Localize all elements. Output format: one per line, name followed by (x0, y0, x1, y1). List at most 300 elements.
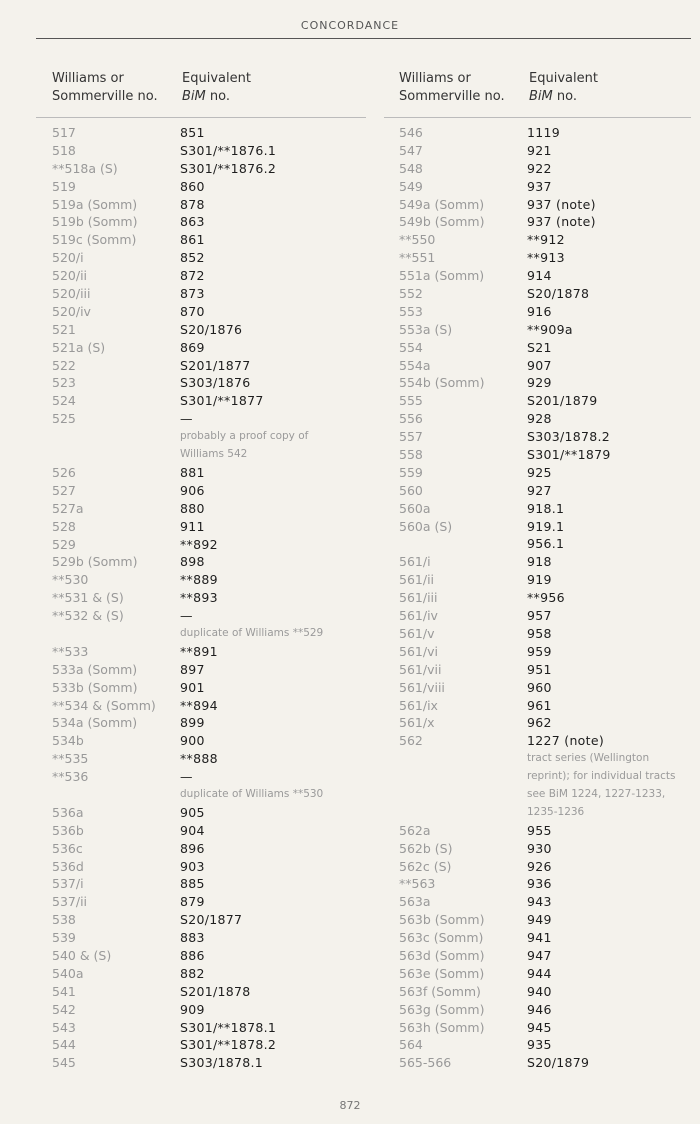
table-row (52, 267, 374, 285)
williams-number: 528 (52, 518, 76, 534)
bim-number: 896 (180, 840, 205, 856)
williams-number: 534a (Somm) (52, 715, 138, 731)
bim-number: 870 (180, 303, 205, 319)
right-header-rule (384, 117, 691, 118)
bim-header: Equivalent BiM no. (182, 71, 251, 104)
right-rows (399, 124, 691, 1072)
table-row (399, 983, 691, 1001)
bim-number: **913 (527, 250, 565, 266)
running-head: CONCORDANCE (300, 19, 400, 32)
williams-number: **535 (52, 751, 89, 767)
entry-note: tract series (Wellington (527, 752, 650, 765)
williams-number: 552 (399, 286, 423, 302)
williams-number: 561/vii (399, 661, 442, 677)
williams-number: 560a (399, 500, 431, 516)
bim-number: 958 (527, 625, 552, 641)
table-row (52, 1001, 374, 1019)
table-row (399, 213, 691, 231)
bim-number: 882 (180, 965, 205, 981)
table-row (52, 410, 374, 428)
williams-number: 523 (52, 375, 76, 391)
table-row (399, 392, 691, 410)
table-row (52, 500, 374, 518)
table-row (52, 643, 374, 661)
williams-number: 563a (399, 894, 431, 910)
williams-number: 518 (52, 142, 76, 158)
bim-number: 945 (527, 1019, 552, 1035)
table-row (399, 178, 691, 196)
table-row (52, 196, 374, 214)
williams-number: 563e (Somm) (399, 965, 485, 981)
table-row (52, 464, 374, 482)
bim-number: **889 (180, 572, 218, 588)
bim-number: S303/1876 (180, 375, 251, 391)
williams-number: 563d (Somm) (399, 948, 485, 964)
williams-number: 563f (Somm) (399, 983, 481, 999)
table-row (52, 750, 374, 768)
table-row (52, 840, 374, 858)
bim-number: 907 (527, 357, 552, 373)
table-row (399, 1001, 691, 1019)
williams-number: 540 & (S) (52, 948, 112, 964)
bim-number: 944 (527, 965, 552, 981)
table-row (399, 339, 691, 357)
williams-number: 521 (52, 321, 76, 337)
bim-number: S303/1878.2 (527, 429, 611, 445)
bim-number: 918.1 (527, 500, 565, 516)
right-column-header (399, 70, 691, 106)
entry-note: duplicate of Williams **529 (180, 626, 324, 639)
bim-number: 869 (180, 339, 205, 355)
bim-number: — (180, 608, 193, 624)
table-row (52, 160, 374, 178)
bim-number: S301/**1876.2 (180, 160, 277, 176)
bim-number: 919 (527, 572, 552, 588)
williams-number: 563h (Somm) (399, 1019, 485, 1035)
table-row (52, 589, 374, 607)
entry-note: reprint); for individual tracts (527, 770, 676, 783)
table-row (399, 661, 691, 679)
table-row (52, 482, 374, 500)
bim-number: 928 (527, 411, 552, 427)
bim-number: 941 (527, 930, 552, 946)
table-row (52, 249, 374, 267)
bim-number: 872 (180, 268, 205, 284)
table-row (52, 1019, 374, 1037)
table-row (52, 374, 374, 392)
table-row (52, 983, 374, 1001)
williams-number: 554 (399, 339, 423, 355)
bim-number: 899 (180, 715, 205, 731)
williams-number: 556 (399, 411, 423, 427)
table-row (52, 911, 374, 929)
bim-number: — (180, 769, 193, 785)
williams-number: 520/iv (52, 303, 91, 319)
williams-number: 561/vi (399, 643, 438, 659)
williams-number: 529 (52, 536, 76, 552)
williams-number: 565-566 (399, 1055, 452, 1071)
williams-number: 563b (Somm) (399, 912, 485, 928)
bim-number: 951 (527, 661, 552, 677)
williams-number: 524 (52, 393, 76, 409)
bim-number: 937 (527, 178, 552, 194)
williams-number: 563c (Somm) (399, 930, 484, 946)
bim-number: 885 (180, 876, 205, 892)
bim-number: 914 (527, 268, 552, 284)
bim-number: 897 (180, 661, 205, 677)
bim-number: 879 (180, 894, 205, 910)
williams-number: 553 (399, 303, 423, 319)
bim-number: 905 (180, 804, 205, 820)
williams-number: 558 (399, 447, 423, 463)
williams-number: 537/ii (52, 894, 88, 910)
bim-number: 926 (527, 858, 552, 874)
table-row (399, 929, 691, 947)
williams-number: 561/iv (399, 608, 438, 624)
table-row (399, 714, 691, 732)
bim-number: 903 (180, 858, 205, 874)
williams-number: 533b (Somm) (52, 679, 138, 695)
bim-number: 873 (180, 286, 205, 302)
williams-number: 561/x (399, 715, 435, 731)
williams-number: 545 (52, 1055, 76, 1071)
bim-number: 937 (note) (527, 196, 596, 212)
bim-number: **956 (527, 590, 565, 606)
bim-number: S301/**1879 (527, 447, 611, 463)
williams-number: 538 (52, 912, 76, 928)
table-row (52, 679, 374, 697)
williams-number: 562 (399, 733, 423, 749)
table-row (399, 643, 691, 661)
bim-number: 911 (180, 518, 205, 534)
table-row (52, 536, 374, 554)
table-row (52, 231, 374, 249)
williams-number: 562c (S) (399, 858, 452, 874)
bim-number: S201/1877 (180, 357, 251, 373)
entry-note: duplicate of Williams **530 (180, 788, 324, 800)
table-row (52, 124, 374, 142)
bim-number: S301/**1878.2 (180, 1037, 277, 1053)
williams-number: 527 (52, 482, 76, 498)
bim-number: 906 (180, 482, 205, 498)
williams-number: 533a (Somm) (52, 661, 138, 677)
bim-number: 927 (527, 482, 552, 498)
table-row (399, 553, 691, 571)
williams-number: 549 (399, 178, 423, 194)
bim-number: **912 (527, 232, 565, 248)
left-header-rule (36, 117, 366, 118)
table-row (399, 911, 691, 929)
table-row (399, 464, 691, 482)
williams-number: 554b (Somm) (399, 375, 485, 391)
williams-number: 549a (Somm) (399, 196, 485, 212)
williams-number: 534b (52, 733, 84, 749)
williams-number: 539 (52, 930, 76, 946)
bim-number: 937 (note) (527, 214, 596, 230)
table-row (52, 697, 374, 715)
table-row (52, 142, 374, 160)
bim-number: 878 (180, 196, 205, 212)
table-row (52, 392, 374, 410)
table-row (52, 661, 374, 679)
williams-number: **531 & (S) (52, 590, 124, 606)
williams-number: 562b (S) (399, 840, 453, 856)
williams-number: 544 (52, 1037, 76, 1053)
bim-number: 956.1 (527, 536, 565, 552)
williams-number: **533 (52, 643, 89, 659)
bim-number: S303/1878.1 (180, 1055, 264, 1071)
table-row (399, 410, 691, 428)
table-row (399, 858, 691, 876)
bim-number: 918 (527, 554, 552, 570)
williams-number: 561/i (399, 554, 431, 570)
table-row (399, 1054, 691, 1072)
williams-number: 522 (52, 357, 76, 373)
williams-number: 519a (Somm) (52, 196, 138, 212)
williams-number: 520/iii (52, 286, 91, 302)
williams-number: **530 (52, 572, 89, 588)
table-row (399, 446, 691, 464)
table-row (399, 965, 691, 983)
table-row (399, 607, 691, 625)
williams-number: **550 (399, 232, 436, 248)
williams-number: 557 (399, 429, 423, 445)
bim-number: **892 (180, 536, 218, 552)
williams-number: 562a (399, 822, 431, 838)
williams-number: 521a (S) (52, 339, 106, 355)
entry-note: see BiM 1224, 1227-1233, (527, 787, 666, 800)
table-row (52, 929, 374, 947)
table-row (52, 875, 374, 893)
williams-number: 536b (52, 822, 84, 838)
table-row (52, 822, 374, 840)
williams-number: 543 (52, 1019, 76, 1035)
table-row (52, 965, 374, 983)
williams-number: 525 (52, 411, 76, 427)
williams-number: 555 (399, 393, 423, 409)
williams-number: 549b (Somm) (399, 214, 485, 230)
bim-number: 863 (180, 214, 205, 230)
bim-number: 852 (180, 250, 205, 266)
williams-number: 527a (52, 500, 84, 516)
table-row (399, 124, 691, 142)
bim-number: 921 (527, 142, 552, 158)
table-row (399, 196, 691, 214)
bim-number: 922 (527, 160, 552, 176)
bim-number: S301/**1878.1 (180, 1019, 277, 1035)
bim-number: — (180, 411, 193, 427)
table-row (399, 875, 691, 893)
entry-note: probably a proof copy of (180, 430, 309, 443)
williams-number: 548 (399, 160, 423, 176)
table-row (399, 357, 691, 375)
williams-number: 561/ii (399, 572, 435, 588)
table-row (399, 267, 691, 285)
bim-number: **891 (180, 643, 218, 659)
bim-number: 880 (180, 500, 205, 516)
williams-number: **518a (S) (52, 160, 118, 176)
table-row (52, 553, 374, 571)
bim-number: 936 (527, 876, 552, 892)
williams-header: Williams or Sommerville no. (52, 71, 158, 104)
williams-number: 551a (Somm) (399, 268, 485, 284)
table-row (399, 535, 691, 553)
williams-number: 526 (52, 464, 76, 480)
table-row (52, 303, 374, 321)
table-row (399, 231, 691, 249)
williams-number: 561/ix (399, 697, 438, 713)
williams-number: 554a (399, 357, 431, 373)
williams-number: 540a (52, 965, 84, 981)
left-rows (52, 124, 374, 1072)
table-row (399, 1019, 691, 1037)
williams-number: 563g (Somm) (399, 1001, 485, 1017)
table-row (52, 732, 374, 750)
bim-number: 881 (180, 464, 205, 480)
bim-number: 935 (527, 1037, 552, 1053)
table-row (52, 768, 374, 786)
table-row (52, 858, 374, 876)
page-number: 872 (339, 1099, 361, 1112)
bim-number: 940 (527, 983, 552, 999)
table-row (399, 589, 691, 607)
williams-number: 564 (399, 1037, 423, 1053)
table-row (52, 571, 374, 589)
left-column-header (52, 70, 374, 106)
bim-number: **888 (180, 751, 218, 767)
bim-number: **894 (180, 697, 218, 713)
bim-number: 930 (527, 840, 552, 856)
williams-number: 560 (399, 482, 423, 498)
williams-number: 520/ii (52, 268, 88, 284)
williams-number: **536 (52, 769, 89, 785)
bim-number: 883 (180, 930, 205, 946)
bim-number: 943 (527, 894, 552, 910)
header-rule (36, 38, 691, 39)
table-row (399, 1036, 691, 1054)
bim-number: 925 (527, 464, 552, 480)
williams-number: **551 (399, 250, 436, 266)
table-row (399, 374, 691, 392)
table-row (399, 249, 691, 267)
table-row (52, 893, 374, 911)
williams-number: 553a (S) (399, 321, 453, 337)
bim-number: S201/1878 (180, 983, 251, 999)
williams-number: 536a (52, 804, 84, 820)
williams-number: 536d (52, 858, 84, 874)
table-row (399, 947, 691, 965)
williams-number: **532 & (S) (52, 608, 124, 624)
bim-number: 904 (180, 822, 205, 838)
table-row (52, 804, 374, 822)
bim-number: S20/1879 (527, 1055, 590, 1071)
bim-number: 947 (527, 948, 552, 964)
bim-number: S301/**1877 (180, 393, 264, 409)
bim-number: 898 (180, 554, 205, 570)
bim-number: S20/1877 (180, 912, 243, 928)
table-row (399, 625, 691, 643)
table-row (52, 213, 374, 231)
bim-header: Equivalent BiM no. (529, 71, 598, 104)
bim-number: **893 (180, 590, 218, 606)
bim-number: 959 (527, 643, 552, 659)
table-row (52, 607, 374, 625)
bim-number: 861 (180, 232, 205, 248)
table-row (52, 714, 374, 732)
bim-number: 1227 (note) (527, 733, 604, 749)
williams-number: 559 (399, 464, 423, 480)
bim-number: 900 (180, 733, 205, 749)
table-row (399, 679, 691, 697)
table-row (399, 321, 691, 339)
bim-number: 957 (527, 608, 552, 624)
bim-number: 919.1 (527, 518, 565, 534)
table-row (399, 428, 691, 446)
bim-number: 886 (180, 948, 205, 964)
table-row (52, 178, 374, 196)
williams-number: **534 & (Somm) (52, 697, 156, 713)
table-row (399, 697, 691, 715)
table-row (52, 1054, 374, 1072)
bim-number: 916 (527, 303, 552, 319)
williams-number: 529b (Somm) (52, 554, 138, 570)
table-row (399, 571, 691, 589)
williams-number: 519c (Somm) (52, 232, 137, 248)
bim-number: 960 (527, 679, 552, 695)
table-row (399, 142, 691, 160)
bim-number: 929 (527, 375, 552, 391)
table-row (399, 285, 691, 303)
table-row (52, 357, 374, 375)
bim-number: 962 (527, 715, 552, 731)
williams-number: 542 (52, 1001, 76, 1017)
table-row (52, 321, 374, 339)
table-row (52, 518, 374, 536)
table-row (399, 732, 691, 750)
entry-note: 1235-1236 (527, 805, 585, 818)
bim-number: S20/1878 (527, 286, 590, 302)
table-row (399, 518, 691, 536)
table-row (52, 285, 374, 303)
table-row (52, 339, 374, 357)
table-row (399, 500, 691, 518)
table-row (399, 303, 691, 321)
williams-number: 519 (52, 178, 76, 194)
bim-number: 961 (527, 697, 552, 713)
williams-number: 520/i (52, 250, 84, 266)
table-row (399, 482, 691, 500)
bim-number: 955 (527, 822, 552, 838)
williams-number: 560a (S) (399, 518, 453, 534)
left-column (52, 70, 374, 1072)
bim-number: 1119 (527, 125, 561, 140)
williams-number: 541 (52, 983, 76, 999)
williams-number: 537/i (52, 876, 84, 892)
bim-number: S21 (527, 339, 552, 355)
williams-number: 561/v (399, 625, 435, 641)
bim-number: S201/1879 (527, 393, 598, 409)
right-column (399, 70, 691, 1072)
bim-number: 901 (180, 679, 205, 695)
bim-number: 909 (180, 1001, 205, 1017)
table-row (399, 822, 691, 840)
bim-number: **909a (527, 321, 573, 337)
table-row (399, 840, 691, 858)
williams-number: 547 (399, 142, 423, 158)
bim-number: S20/1876 (180, 321, 243, 337)
williams-number: 561/viii (399, 679, 445, 695)
table-row (399, 893, 691, 911)
